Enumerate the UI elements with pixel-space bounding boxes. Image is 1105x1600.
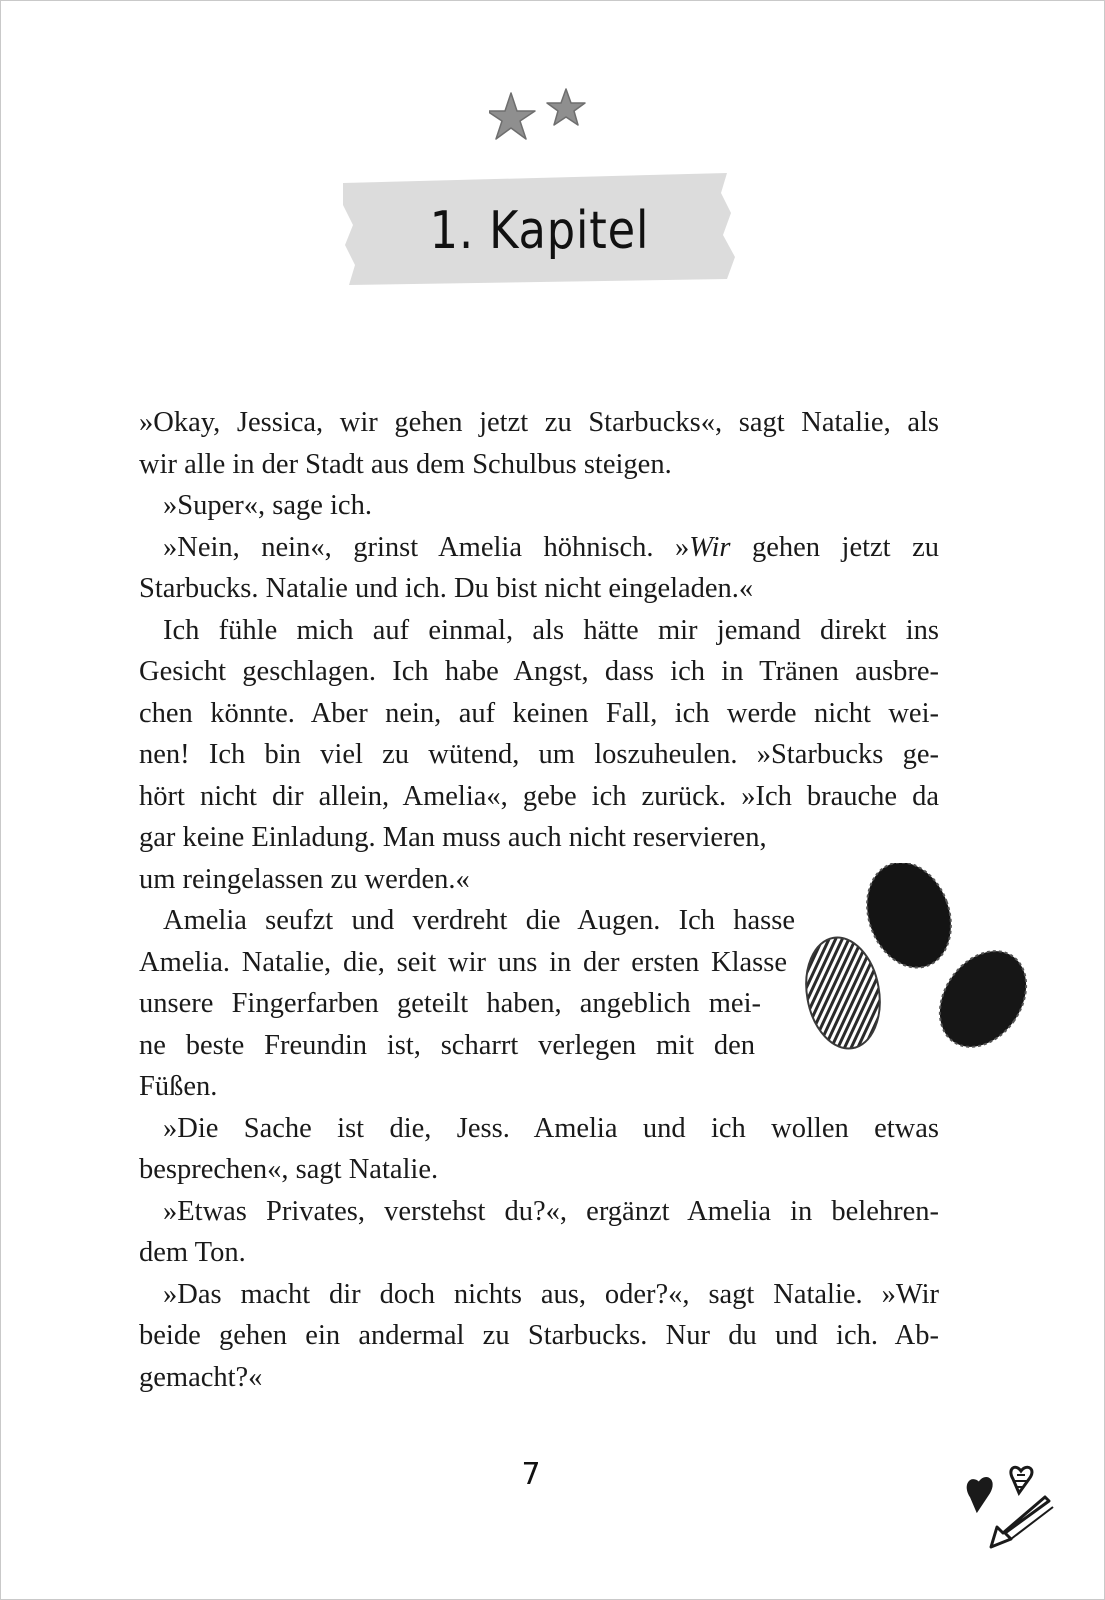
page-number: 7 [521, 1457, 541, 1492]
text-line: Amelia. Natalie, die, seit wir uns in der ersten Klasse [139, 946, 787, 978]
text-line: »Etwas Privates, verstehst du?«, ergänzt Amelia in belehren- [163, 1195, 939, 1227]
text-line: »Die Sache ist die, Jess. Amelia und ich wollen etwas [163, 1112, 939, 1144]
text-line: nen! Ich bin viel zu wütend, um loszuheulen. »Starbucks ge- [139, 739, 939, 770]
two-stars-icon [489, 87, 599, 153]
text-line: um reingelassen zu werden.« [139, 863, 470, 895]
fingerprints-icon [801, 863, 1041, 1081]
chapter-title: 1. Kapitel [429, 201, 650, 261]
text-line: Starbucks. Natalie und ich. Du bist nicht eingeladen.« [139, 573, 754, 604]
text-line: unsere Fingerfarben geteilt haben, angeblich mei- [139, 988, 761, 1019]
text-line: »Super«, sage ich. [163, 490, 372, 521]
text-line: chen könnte. Aber nein, auf keinen Fall, ich werde nicht wei- [139, 697, 939, 729]
text-line: gar keine Einladung. Man muss auch nicht reservieren, [139, 822, 767, 853]
text-line: beide gehen ein andermal zu Starbucks. Nur du und ich. Ab- [139, 1320, 939, 1351]
text-line: Amelia seufzt und verdreht die Augen. Ich hasse [163, 905, 795, 936]
text-line: Füßen. [139, 1071, 218, 1102]
text-line: »Das macht dir doch nichts aus, oder?«, sagt Natalie. »Wir [163, 1278, 939, 1310]
text-line: dem Ton. [139, 1237, 246, 1268]
text-line: Ich fühle mich auf einmal, als hätte mir jemand direkt ins [163, 614, 939, 646]
text-line: ne beste Freundin ist, scharrt verlegen mit den [139, 1029, 755, 1061]
text-segment: »Nein, nein«, grinst Amelia höhnisch. » [163, 531, 690, 563]
text-line: Gesicht geschlagen. Ich habe Angst, dass ich in Tränen ausbre- [139, 656, 939, 687]
emphasized-word: Wir [689, 531, 731, 563]
text-line: »Okay, Jessica, wir gehen jetzt zu Starbucks«, sagt Natalie, als [139, 407, 939, 438]
chapter-banner [343, 173, 736, 289]
text-line: gemacht?« [139, 1361, 263, 1393]
text-line: wir alle in der Stadt aus dem Schulbus steigen. [139, 448, 672, 480]
text-line [139, 527, 939, 569]
text-line: hört nicht dir allein, Amelia«, gebe ich zurück. »Ich brauche da [139, 780, 939, 812]
text-line: besprechen«, sagt Natalie. [139, 1154, 439, 1185]
hearts-arrow-icon [961, 1463, 1071, 1559]
text-segment: gehen jetzt zu [730, 531, 939, 563]
